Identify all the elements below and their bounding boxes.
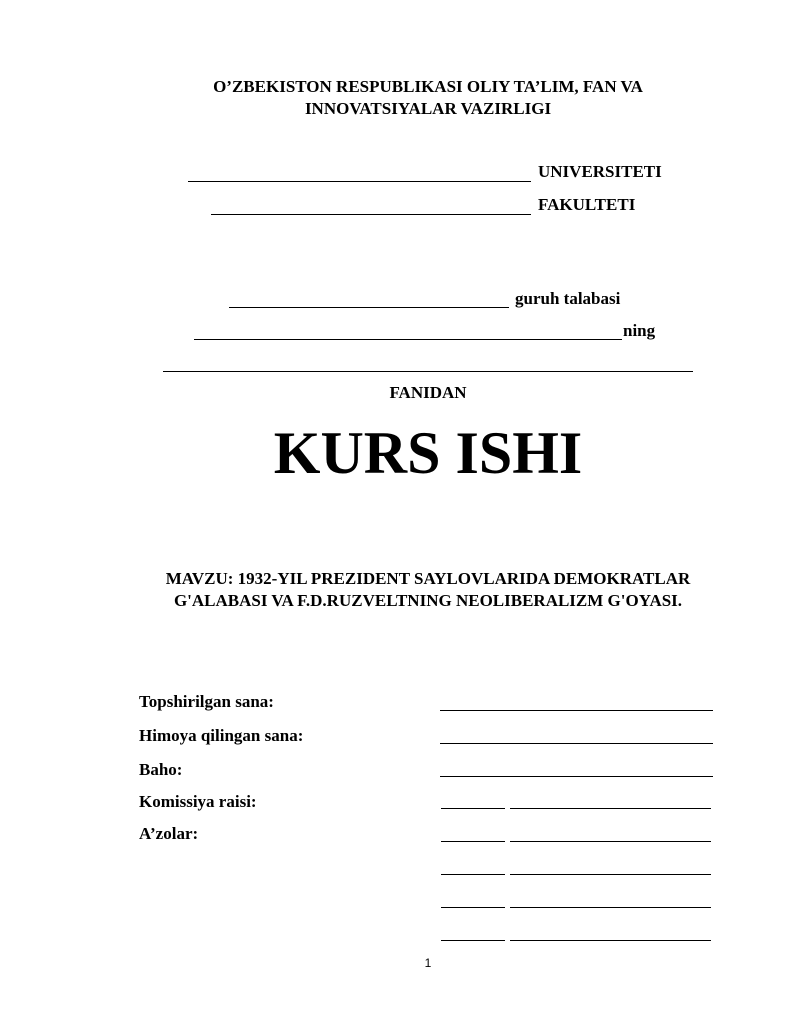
topic-line-2: G'ALABASI VA F.D.RUZVELTNING NEOLIBERALIZM G'OYASI. [173, 591, 683, 610]
member-4-name-blank[interactable] [510, 940, 711, 941]
members-label: A’zolar: [139, 824, 199, 843]
subject-blank[interactable] [163, 371, 693, 372]
student-name-blank[interactable] [194, 339, 622, 340]
university-label: UNIVERSITETI [538, 162, 662, 181]
faculty-label: FAKULTETI [538, 195, 636, 214]
commission-chair-name-blank[interactable] [510, 808, 711, 809]
submitted-date-blank[interactable] [440, 710, 713, 711]
subject-label: FANIDAN [389, 383, 467, 402]
group-label: guruh talabasi [515, 289, 621, 308]
member-3-name-blank[interactable] [510, 907, 711, 908]
ministry-header [0, 76, 800, 120]
grade-label: Baho: [139, 760, 183, 779]
member-3-signature-blank[interactable] [441, 907, 505, 908]
member-1-signature-blank[interactable] [441, 841, 505, 842]
document-title: KURS ISHI [273, 420, 583, 486]
ministry-line-2: INNOVATSIYALAR VAZIRLIGI [304, 99, 552, 118]
submitted-date-label: Topshirilgan sana: [139, 692, 274, 711]
member-2-signature-blank[interactable] [441, 874, 505, 875]
page-number: 1 [424, 956, 432, 970]
commission-chair-label: Komissiya raisi: [139, 792, 257, 811]
grade-blank[interactable] [440, 776, 713, 777]
member-2-name-blank[interactable] [510, 874, 711, 875]
ministry-line-1: O’ZBEKISTON RESPUBLIKASI OLIY TA’LIM, FAN VA [213, 77, 643, 96]
defense-date-blank[interactable] [440, 743, 713, 744]
group-blank[interactable] [229, 307, 509, 308]
student-name-suffix: ning [623, 321, 656, 340]
faculty-blank[interactable] [211, 214, 531, 215]
topic-line-1: MAVZU: 1932-YIL PREZIDENT SAYLOVLARIDA DEMOKRATLAR [165, 569, 691, 588]
topic [0, 568, 800, 612]
defense-date-label: Himoya qilingan sana: [139, 726, 304, 745]
member-4-signature-blank[interactable] [441, 940, 505, 941]
member-1-name-blank[interactable] [510, 841, 711, 842]
university-blank[interactable] [188, 181, 531, 182]
commission-chair-signature-blank[interactable] [441, 808, 505, 809]
